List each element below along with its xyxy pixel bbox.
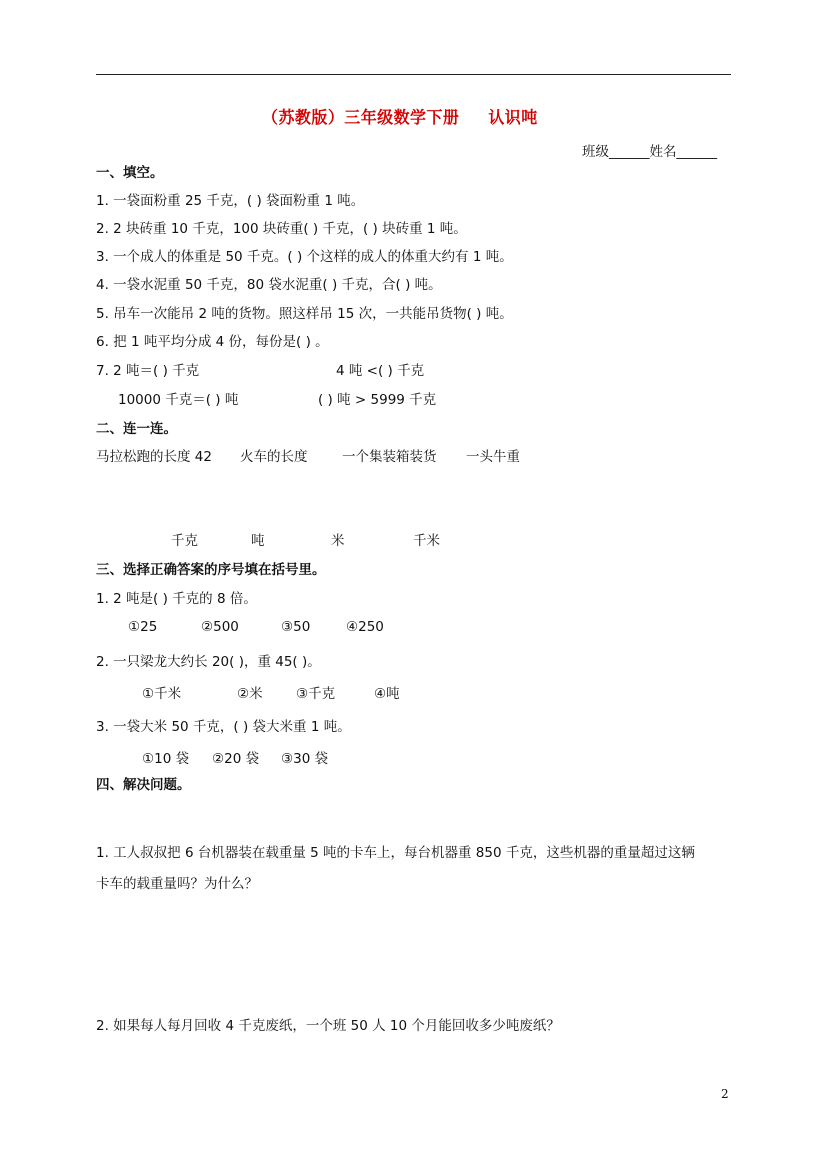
header-rule: [96, 74, 731, 75]
choice-question-3: 3. 一袋大米 50 千克，( ) 袋大米重 1 吨。: [96, 719, 351, 735]
fill-item-5: 5. 吊车一次能吊 2 吨的货物。照这样吊 15 次，一共能吊货物( ) 吨。: [96, 306, 513, 322]
match-bottom-3: 米: [331, 533, 345, 549]
section1-heading: 一、填空。: [96, 165, 164, 181]
choice-question-1: 1. 2 吨是( ) 千克的 8 倍。: [96, 591, 257, 607]
match-top-3: 一个集装箱装货: [342, 449, 437, 465]
section2-heading: 二、连一连。: [96, 421, 177, 437]
choice-q1-option-4: ④250: [346, 619, 384, 635]
fill-item-7d: ( ) 吨 > 5999 千克: [318, 392, 437, 408]
match-top-1: 马拉松跑的长度 42: [96, 449, 212, 465]
fill-item-6: 6. 把 1 吨平均分成 4 份，每份是( ) 。: [96, 334, 329, 350]
fill-item-7c: 10000 千克＝( ) 吨: [118, 392, 239, 408]
choice-q1-option-1: ①25: [128, 619, 158, 635]
choice-q3-option-3: ③30 袋: [281, 751, 329, 767]
choice-q2-option-2: ②米: [237, 686, 263, 702]
section4-heading: 四、解决问题。: [96, 777, 191, 793]
section3-heading: 三、选择正确答案的序号填在括号里。: [96, 562, 326, 578]
choice-q1-option-3: ③50: [281, 619, 311, 635]
choice-q2-option-3: ③千克: [296, 686, 336, 702]
fill-item-2: 2. 2 块砖重 10 千克，100 块砖重( ) 千克，( ) 块砖重 1 吨。: [96, 221, 467, 237]
match-top-4: 一头牛重: [466, 449, 520, 465]
choice-q3-option-1: ①10 袋: [142, 751, 190, 767]
fill-item-7b: 4 吨 <( ) 千克: [336, 363, 425, 379]
fill-item-3: 3. 一个成人的体重是 50 千克。( ) 个这样的成人的体重大约有 1 吨。: [96, 249, 513, 265]
choice-q1-option-2: ②500: [201, 619, 239, 635]
page-number: 2: [721, 1087, 729, 1101]
class-name-line: 班级______姓名______: [582, 144, 717, 160]
choice-q2-option-4: ④吨: [374, 686, 400, 702]
page-title: [0, 110, 800, 127]
match-bottom-2: 吨: [251, 533, 265, 549]
fill-item-1: 1. 一袋面粉重 25 千克，( ) 袋面粉重 1 吨。: [96, 193, 365, 209]
fill-item-4: 4. 一袋水泥重 50 千克，80 袋水泥重( ) 千克，合( ) 吨。: [96, 277, 442, 293]
fill-item-7a: 7. 2 吨＝( ) 千克: [96, 363, 200, 379]
title-main: （苏教版）三年级数学下册: [262, 108, 460, 127]
problem-1-line-2: 卡车的载重量吗？为什么？: [96, 876, 258, 892]
choice-question-2: 2. 一只梁龙大约长 20( )，重 45( )。: [96, 654, 321, 670]
problem-1-line-1: 1. 工人叔叔把 6 台机器装在载重量 5 吨的卡车上，每台机器重 850 千克，这些机器的重量超过这辆: [96, 845, 695, 861]
match-bottom-1: 千克: [171, 533, 198, 549]
match-bottom-4: 千米: [413, 533, 440, 549]
choice-q3-option-2: ②20 袋: [212, 751, 260, 767]
choice-q2-option-1: ①千米: [142, 686, 182, 702]
match-top-2: 火车的长度: [240, 449, 308, 465]
problem-2: 2. 如果每人每月回收 4 千克废纸，一个班 50 人 10 个月能回收多少吨废纸？: [96, 1018, 560, 1034]
title-topic: 认识吨: [488, 108, 538, 127]
